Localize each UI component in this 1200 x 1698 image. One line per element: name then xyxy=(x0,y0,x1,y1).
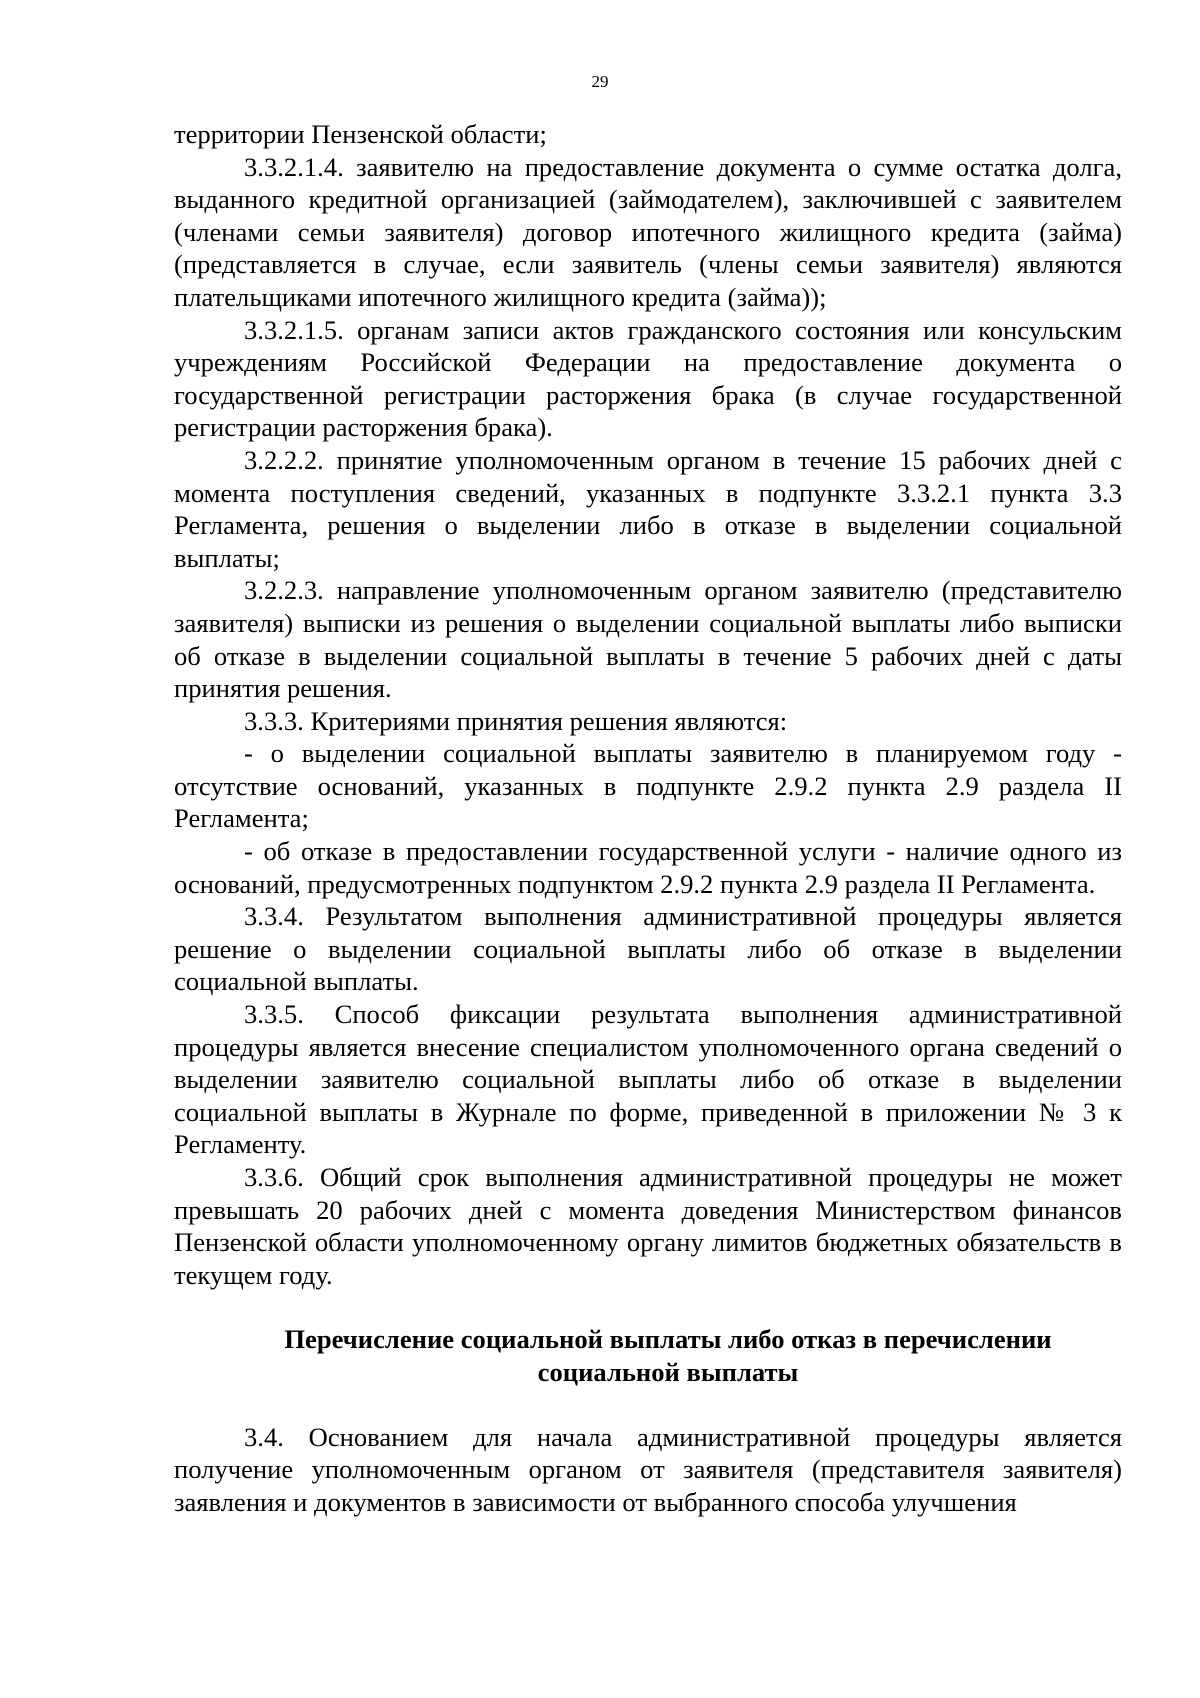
paragraph: территории Пензенской области; xyxy=(174,119,547,149)
paragraph: 3.3.3. Критериями принятия решения являются: xyxy=(244,705,788,736)
paragraph: 3.3.6. Общий срок выполнения административной процедуры не может превышать 20 рабочих дней с момента доведения Министерством финансов Пензенской области уполномоченному органу лимитов бюджетных обязательств в текущем году. xyxy=(174,1162,1122,1290)
section-heading: Перечисление социальной выплаты либо отказ в перечислении социальной выплаты xyxy=(284,1324,1052,1387)
paragraph: 3.3.5. Способ фиксации результата выполнения административной процедуры является внесение специалистом уполномоченного органа сведений о выделении заявителю социальной выплаты либо об отказе в выделении социальной выплаты в Журнале по форме, приведенной в приложении № 3 к Регламенту. xyxy=(174,999,1122,1160)
paragraph: 3.2.2.3. направление уполномоченным органом заявителю (представителю заявителя) выписки из решения о выделении социальной выплаты либо выписки об отказе в выделении социальной выплаты в течение 5 рабочих дней с даты принятия решения. xyxy=(174,575,1122,704)
paragraph: 3.4. Основанием для начала административной процедуры является получение уполномоченным органом от заявителя (представителя заявителя) заявления и документов в зависимости от выбранного способа улучшения xyxy=(174,1421,1122,1517)
paragraph: 3.2.2.2. принятие уполномоченным органом в течение 15 рабочих дней с момента поступления сведений, указанных в подпункте 3.3.2.1 пункта 3.3 Регламента, решения о выделении либо в отказе в выделении социальной выплаты; xyxy=(174,444,1122,573)
paragraph: 3.3.4. Результатом выполнения административной процедуры является решение о выделении социальной выплаты либо об отказе в выделении социальной выплаты. xyxy=(174,901,1122,997)
paragraph: 3.3.2.1.4. заявителю на предоставление документа о сумме остатка долга, выданного кредитной организацией (займодателем), заключившей с заявителем (членами семьи заявителя) договор ипотечного жилищного кредита (займа) (представляется в случае, если заявитель (члены семьи заявителя) являются плательщиками ипотечного жилищного кредита (займа)); xyxy=(174,151,1122,312)
document-body xyxy=(174,118,1122,1518)
page-number: 29 xyxy=(591,72,609,91)
list-item: - о выделении социальной выплаты заявителю в планируемом году - отсутствие оснований, указанных в подпункте 2.9.2 пункта 2.9 раздела II Регламента; xyxy=(174,738,1122,834)
list-item: - об отказе в предоставлении государственной услуги - наличие одного из оснований, предусмотренных подпунктом 2.9.2 пункта 2.9 раздела II Регламента. xyxy=(174,836,1122,899)
paragraph: 3.3.2.1.5. органам записи актов гражданского состояния или консульским учреждениям Российской Федерации на предоставление документа о государственной регистрации расторжения брака (в случае государственной регистрации расторжения брака). xyxy=(174,314,1122,443)
